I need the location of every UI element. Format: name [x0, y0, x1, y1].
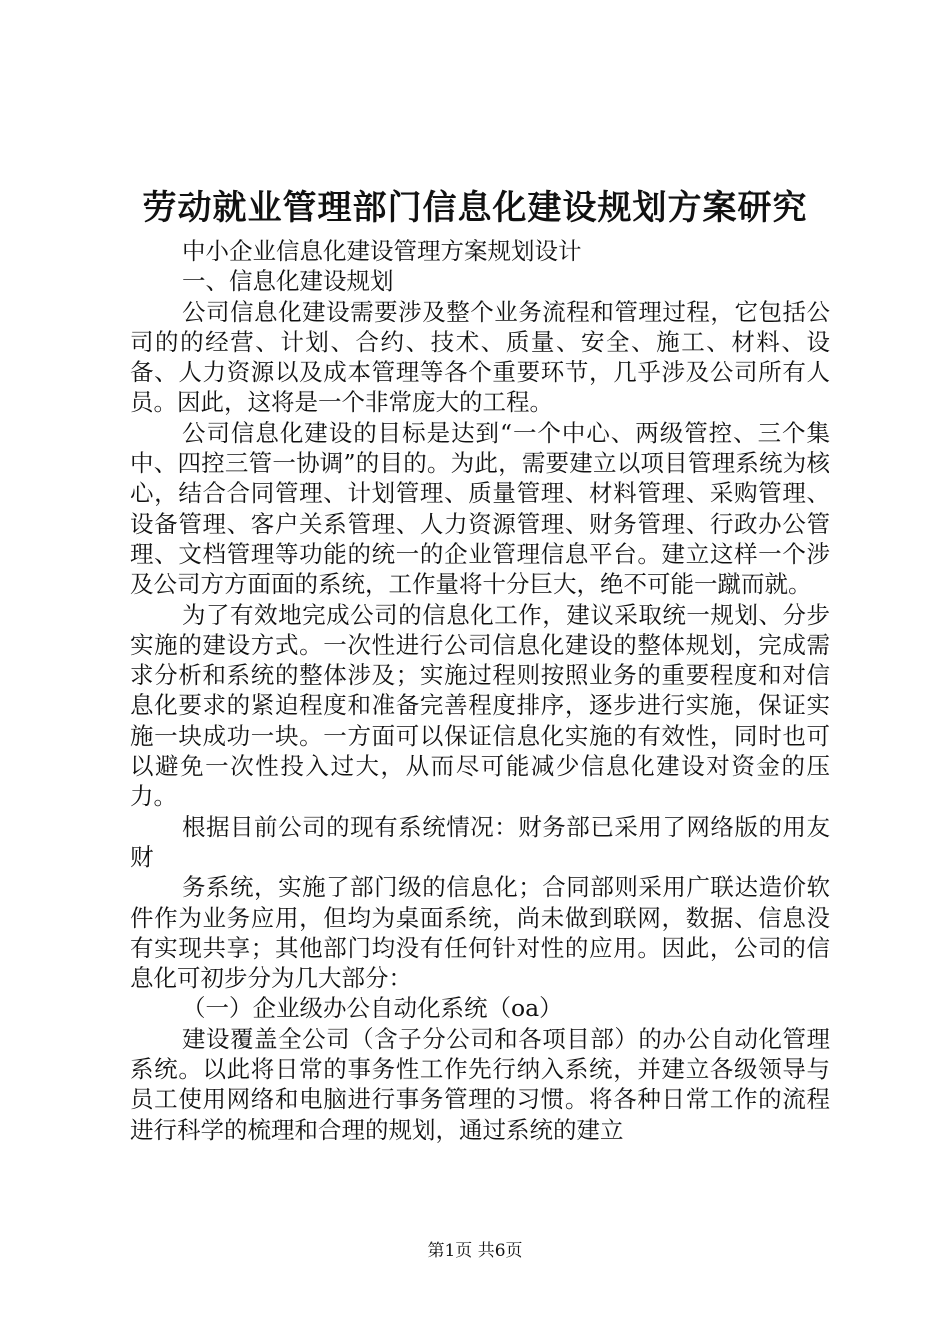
paragraph: 建设覆盖全公司（含子分公司和各项目部）的办公自动化管理系统。以此将日常的事务性工作先行纳入系统，并建立各级领导与员工使用网络和电脑进行事务管理的习惯。将各种日常工作的流程进行科学的梳理和合理的规划，通过系统的建立	[130, 1024, 830, 1144]
paragraph: 务系统，实施了部门级的信息化；合同部则采用广联达造价软件作为业务应用，但均为桌面系统，尚未做到联网，数据、信息没有实现共享；其他部门均没有任何针对性的应用。因此，公司的信息化可初步分为几大部分：	[130, 873, 830, 993]
page-footer: 第1页 共6页	[427, 1241, 523, 1261]
paragraph: 为了有效地完成公司的信息化工作，建议采取统一规划、分步实施的建设方式。一次性进行公司信息化建设的整体规划，完成需求分析和系统的整体涉及；实施过程则按照业务的重要程度和对信息化要求的紧迫程度和准备完善程度排序，逐步进行实施，保证实施一块成功一块。一方面可以保证信息化实施的有效性，同时也可以避免一次性投入过大，从而尽可能减少信息化建设对资金的压力。	[130, 600, 830, 811]
paragraph-subsection-heading: （一）企业级办公自动化系统（oa）	[182, 994, 563, 1023]
paragraph-section-heading: 一、信息化建设规划	[182, 267, 394, 296]
paragraph-subtitle: 中小企业信息化建设管理方案规划设计	[182, 237, 582, 265]
paragraph: 根据目前公司的现有系统情况：财务部已采用了网络版的用友财	[130, 812, 830, 871]
paragraph: 公司信息化建设需要涉及整个业务流程和管理过程，它包括公司的的经营、计划、合约、技术、质量、安全、施工、材料、设备、人力资源以及成本管理等各个重要环节，几乎涉及公司所有人员。因此，这将是一个非常庞大的工程。	[130, 297, 830, 417]
document-title: 劳动就业管理部门信息化建设规划方案研究	[142, 188, 808, 228]
paragraph: 公司信息化建设的目标是达到“一个中心、两级管控、三个集中、四控三管一协调”的目的。为此，需要建立以项目管理系统为核心，结合合同管理、计划管理、质量管理、材料管理、采购管理、设备管理、客户关系管理、人力资源管理、财务管理、行政办公管理、文档管理等功能的统一的企业管理信息平台。建立这样一个涉及公司方方面面的系统，工作量将十分巨大，绝不可能一蹴而就。	[130, 418, 830, 599]
document-body	[130, 236, 830, 1145]
